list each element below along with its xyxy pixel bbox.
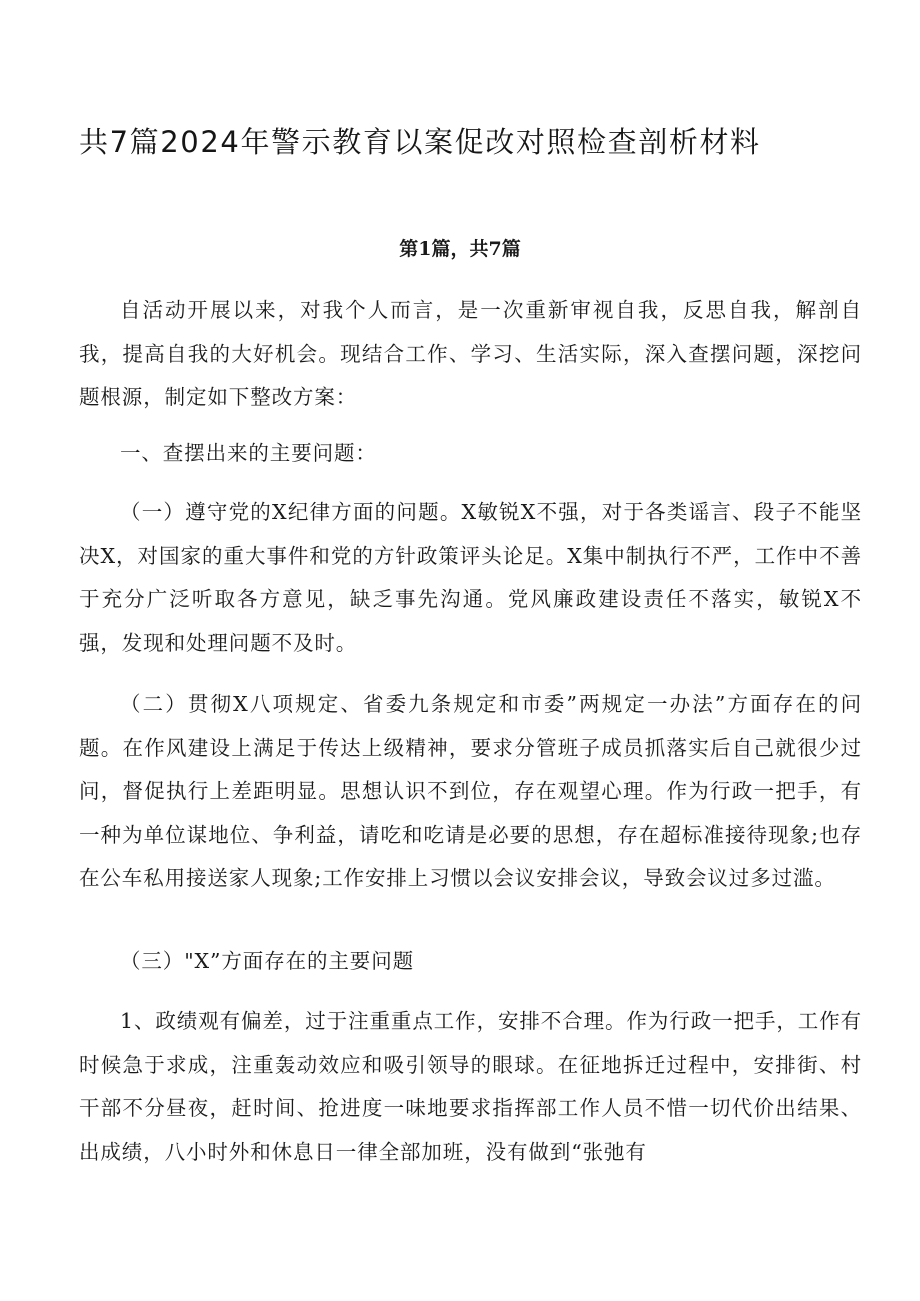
item-paragraph-1: 1、政绩观有偏差，过于注重重点工作，安排不合理。作为行政一把手，工作有时候急于求成，注重轰动效应和吸引领导的眼球。在征地拆迁过程中，安排街、村干部不分昼夜，赶时间、抢进度一味地要求指挥部工作人员不惜一切代价出结果、出成绩，八小时外和休息日一律全部加班，没有做到“张弛有 — [79, 1009, 862, 1164]
section-heading-1: 一、查摆出来的主要问题： — [120, 441, 377, 465]
document-title: 共7篇2024年警示教育以案促改对照检查剖析材料 — [79, 125, 761, 159]
subsection-heading-3: （三）"X”方面存在的主要问题 — [120, 949, 415, 973]
subsection-paragraph-1: （一）遵守党的X纪律方面的问题。X敏锐X不强，对于各类谣言、段子不能坚决X，对国家的重大事件和党的方针政策评头论足。X集中制执行不严，工作中不善于充分广泛听取各方意见，缺乏事先沟通。党风廉政建设责任不落实，敏锐X不强，发现和处理问题不及时。 — [79, 500, 862, 655]
part-heading: 第1篇，共7篇 — [399, 238, 521, 260]
subsection-paragraph-2: （二）贯彻X八项规定、省委九条规定和市委”两规定一办法”方面存在的问题。在作风建设上满足于传达上级精神，要求分管班子成员抓落实后自己就很少过问，督促执行上差距明显。思想认识不到位，存在观望心理。作为行政一把手，有一种为单位谋地位、争利益，请吃和吃请是必要的思想，存在超标准接待现象;也存在公车私用接送家人现象;工作安排上习惯以会议安排会议，导致会议过多过滥。 — [79, 692, 862, 890]
intro-paragraph: 自活动开展以来，对我个人而言，是一次重新审视自我，反思自我，解剖自我，提高自我的大好机会。现结合工作、学习、生活实际，深入查摆问题，深挖问题根源，制定如下整改方案： — [79, 298, 862, 409]
